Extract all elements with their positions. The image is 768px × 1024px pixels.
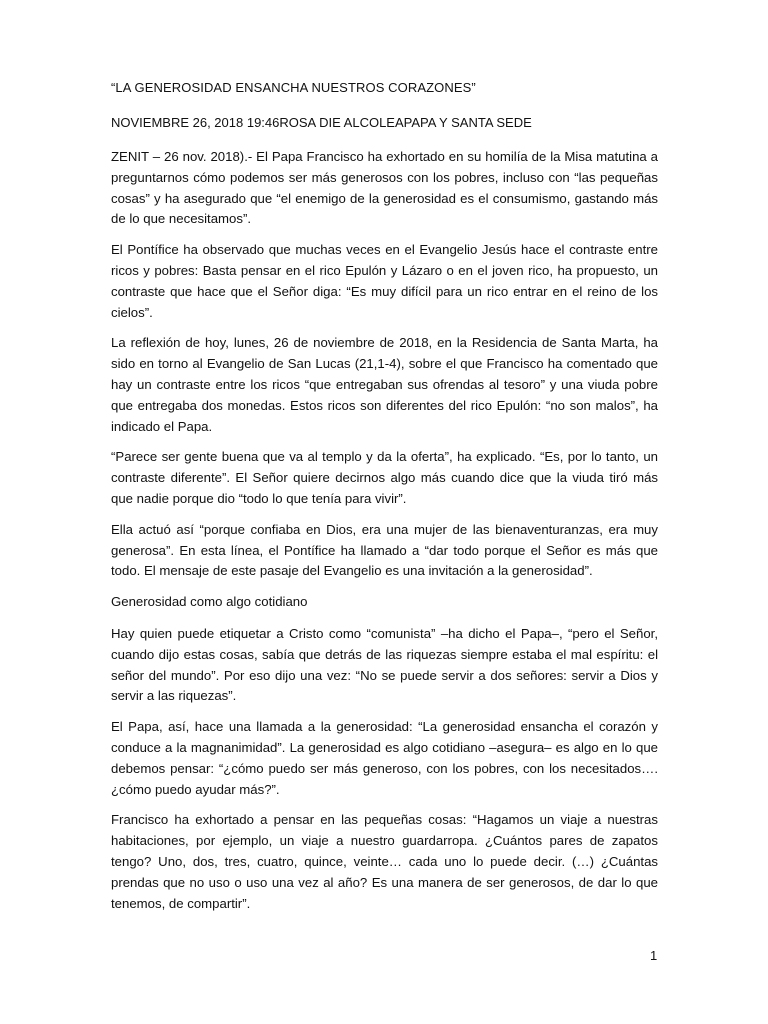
dateline: NOVIEMBRE 26, 2018 19:46ROSA DIE ALCOLEAPAPA Y SANTA SEDE [111, 115, 532, 130]
paragraph: Hay quien puede etiquetar a Cristo como “comunista” –ha dicho el Papa–, “pero el Señor, cuando dijo estas cosas, sabía que detrás de las riquezas siempre estaba el mal espíritu: el señor del mundo”. Por eso dijo una vez: “No se puede servir a dos señores: servir a Dios y servir a las riquezas”. [111, 625, 658, 704]
document-title: “LA GENEROSIDAD ENSANCHA NUESTROS CORAZONES” [111, 80, 476, 95]
document-page [111, 78, 658, 924]
paragraph: El Pontífice ha observado que muchas veces en el Evangelio Jesús hace el contraste entre ricos y pobres: Basta pensar en el rico Epulón y Lázaro o en el joven rico, ha propuesto, un contraste que hace que el Señor diga: “Es muy difícil para un rico entrar en el reino de los cielos”. [111, 242, 658, 320]
paragraph: La reflexión de hoy, lunes, 26 de noviembre de 2018, en la Residencia de Santa Marta, ha sido en torno al Evangelio de San Lucas (21,1-4), sobre el que Francisco ha comentado que hay un contraste entre los ricos “que entregaban sus ofrendas al tesoro” y una viuda pobre que entregaba dos monedas. Estos ricos son diferentes del rico Epulón: “no son malos”, ha indicado el Papa. [111, 335, 658, 434]
paragraph: El Papa, así, hace una llamada a la generosidad: “La generosidad ensancha el corazón y conduce a la magnanimidad”. La generosidad es algo cotidiano –asegura– es algo en lo que debemos pensar: “¿cómo puedo ser más generoso, con los pobres, con los necesitados…. ¿cómo puedo ayudar más?”. [111, 719, 658, 797]
paragraph: Francisco ha exhortado a pensar en las pequeñas cosas: “Hagamos un viaje a nuestras habitaciones, por ejemplo, un viaje a nuestro guardarropa. ¿Cuántos pares de zapatos tengo? Uno, dos, tres, cuatro, quince, veinte… cada uno lo puede decir. (…) ¿Cuántas prendas que no uso o uso una vez al año? Es una manera de ser generosos, de dar lo que tenemos, de compartir”. [111, 812, 658, 911]
paragraph: Ella actuó así “porque confiaba en Dios, era una mujer de las bienaventuranzas, era muy generosa”. En esta línea, el Pontífice ha llamado a “dar todo porque el Señor es más que todo. El mensaje de este pasaje del Evangelio es una invitación a la generosidad”. [111, 521, 658, 579]
page-number: 1 [650, 948, 658, 963]
section-heading: Generosidad como algo cotidiano [111, 594, 308, 610]
paragraph: “Parece ser gente buena que va al templo y da la oferta”, ha explicado. “Es, por lo tanto, un contraste diferente”. El Señor quiere decirnos algo más cuando dice que la viuda tiró más que nadie porque dio “todo lo que tenía para vivir”. [111, 449, 658, 506]
paragraph: ZENIT – 26 nov. 2018).- El Papa Francisco ha exhortado en su homilía de la Misa matutina a preguntarnos cómo podemos ser más generosos con los pobres, incluso con “las pequeñas cosas” y ha asegurado que “el enemigo de la generosidad es el consumismo, gastando más de lo que necesitamos”. [111, 149, 658, 227]
